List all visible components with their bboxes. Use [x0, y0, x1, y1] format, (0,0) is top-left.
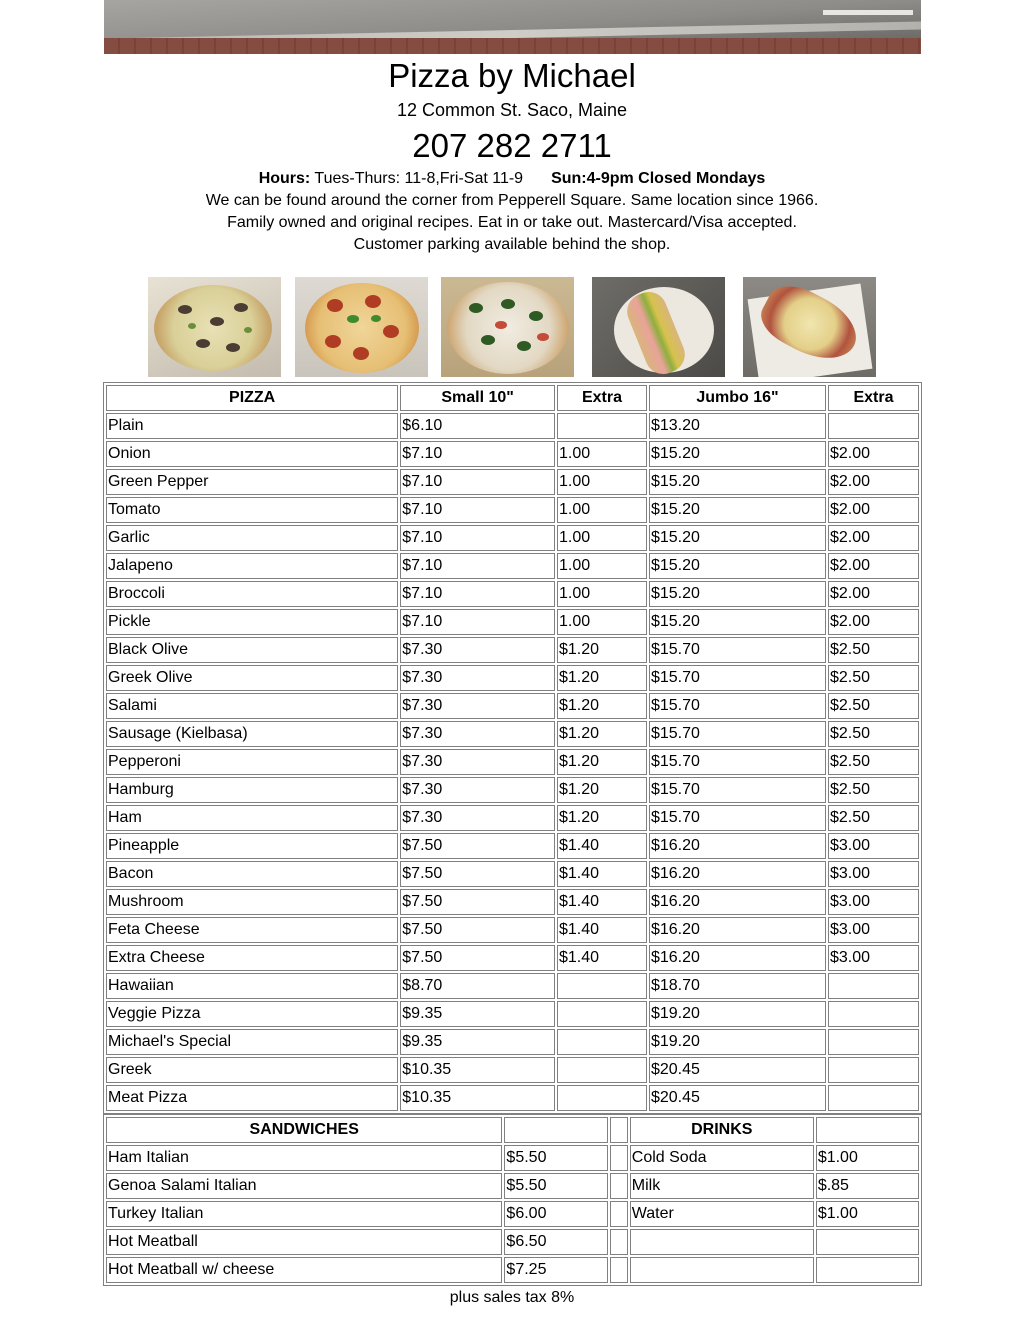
- table-row: [106, 861, 919, 887]
- pizza-name: Plain: [106, 413, 398, 439]
- jumbo-extra-price: $3.00: [828, 833, 919, 859]
- jumbo-price: $19.20: [649, 1029, 826, 1055]
- jumbo-price: $16.20: [649, 833, 826, 859]
- pizza-name: Black Olive: [106, 637, 398, 663]
- pizza-name: Bacon: [106, 861, 398, 887]
- pizza-name: Feta Cheese: [106, 917, 398, 943]
- jumbo-price: $20.45: [649, 1085, 826, 1111]
- road-stripe-image-part: [823, 10, 913, 15]
- jumbo-extra-price: $3.00: [828, 889, 919, 915]
- small-extra-price: $1.40: [557, 833, 647, 859]
- jumbo-extra-price: $2.50: [828, 805, 919, 831]
- small-price: $7.50: [400, 833, 555, 859]
- small-price: $10.35: [400, 1057, 555, 1083]
- pizza-menu-table: [103, 382, 922, 1114]
- pizza-name: Michael's Special: [106, 1029, 398, 1055]
- table-row: [106, 721, 919, 747]
- table-row: [106, 1257, 919, 1283]
- pizza-name: Hamburg: [106, 777, 398, 803]
- jumbo-extra-price: [828, 1085, 919, 1111]
- table-row: [106, 693, 919, 719]
- drink-name: [630, 1229, 814, 1255]
- table-row: [106, 1145, 919, 1171]
- table-row: [106, 749, 919, 775]
- food-photo-strip: [0, 277, 1024, 377]
- jumbo-extra-price: $2.00: [828, 609, 919, 635]
- small-extra-price: $1.40: [557, 945, 647, 971]
- pizza-name: Pineapple: [106, 833, 398, 859]
- small-extra-price: $1.20: [557, 777, 647, 803]
- sandwich-header-row: [106, 1117, 919, 1143]
- pizza-name: Greek: [106, 1057, 398, 1083]
- small-price: $7.10: [400, 581, 555, 607]
- sandwich-drinks-table: [103, 1114, 922, 1286]
- pizza-name: Meat Pizza: [106, 1085, 398, 1111]
- jumbo-extra-price: [828, 1029, 919, 1055]
- phone-number: 207 282 2711: [412, 127, 612, 164]
- table-row: [106, 665, 919, 691]
- jumbo-extra-price: $2.50: [828, 637, 919, 663]
- pizza-name: Onion: [106, 441, 398, 467]
- table-row: [106, 609, 919, 635]
- small-extra-price: $1.20: [557, 805, 647, 831]
- jumbo-price: $15.70: [649, 749, 826, 775]
- jumbo-extra-price: $2.50: [828, 749, 919, 775]
- jumbo-price: $18.70: [649, 973, 826, 999]
- sandwich-name: Genoa Salami Italian: [106, 1173, 502, 1199]
- restaurant-header: [0, 56, 1024, 256]
- drink-name: [630, 1257, 814, 1283]
- drink-price-header: [816, 1117, 919, 1143]
- small-column-header: Small 10": [400, 385, 555, 411]
- hours-label: Hours:: [258, 170, 311, 187]
- small-price: $7.30: [400, 693, 555, 719]
- pizza-name: Greek Olive: [106, 665, 398, 691]
- jumbo-price: $15.20: [649, 469, 826, 495]
- sandwich-price: $5.50: [504, 1145, 607, 1171]
- table-row: [106, 497, 919, 523]
- small-price: $7.10: [400, 609, 555, 635]
- table-row: [106, 1001, 919, 1027]
- table-row: [106, 945, 919, 971]
- pizza-name: Jalapeno: [106, 553, 398, 579]
- jumbo-extra-price: $2.50: [828, 693, 919, 719]
- spacer-cell: [610, 1145, 628, 1171]
- pizza-header-row: [106, 385, 919, 411]
- small-price: $7.30: [400, 749, 555, 775]
- jumbo-extra-price: $3.00: [828, 945, 919, 971]
- small-extra-price: [557, 1085, 647, 1111]
- brick-sidewalk-image-part: [104, 38, 921, 54]
- info-line-location: We can be found around the corner from Pepperell Square. Same location since 1966.: [205, 192, 819, 209]
- jumbo-extra-price: $2.00: [828, 469, 919, 495]
- pizza-column-header: PIZZA: [106, 385, 398, 411]
- jumbo-price: $15.20: [649, 609, 826, 635]
- jumbo-extra-price: $2.50: [828, 777, 919, 803]
- pizza-name: Green Pepper: [106, 469, 398, 495]
- pizza-name: Pickle: [106, 609, 398, 635]
- info-line-family: Family owned and original recipes. Eat in or take out. Mastercard/Visa accepted.: [227, 214, 797, 231]
- drinks-header: DRINKS: [630, 1117, 814, 1143]
- table-row: [106, 1173, 919, 1199]
- sandwich-price: $7.25: [504, 1257, 607, 1283]
- drink-price: [816, 1257, 919, 1283]
- sandwich-name: Hot Meatball w/ cheese: [106, 1257, 502, 1283]
- spacer-cell: [610, 1173, 628, 1199]
- jumbo-price: $16.20: [649, 945, 826, 971]
- small-extra-price: [557, 413, 647, 439]
- small-extra-price: $1.40: [557, 861, 647, 887]
- small-extra-price: 1.00: [557, 469, 647, 495]
- table-row: [106, 1029, 919, 1055]
- jumbo-price: $15.20: [649, 441, 826, 467]
- jumbo-extra-price: $2.50: [828, 665, 919, 691]
- jumbo-extra-price: $2.00: [828, 581, 919, 607]
- small-extra-price: $1.20: [557, 749, 647, 775]
- table-row: [106, 581, 919, 607]
- pizza-pepperoni-photo: [295, 277, 428, 377]
- pizza-spinach-photo: [441, 277, 574, 377]
- jumbo-price: $13.20: [649, 413, 826, 439]
- drink-price: $1.00: [816, 1145, 919, 1171]
- sandwich-name: Hot Meatball: [106, 1229, 502, 1255]
- jumbo-extra-price: $2.00: [828, 553, 919, 579]
- info-line-parking: Customer parking available behind the shop.: [353, 236, 671, 253]
- jumbo-extra-price: $3.00: [828, 917, 919, 943]
- jumbo-extra-price: [828, 1001, 919, 1027]
- jumbo-price: $15.70: [649, 693, 826, 719]
- table-row: [106, 917, 919, 943]
- jumbo-price: $15.20: [649, 581, 826, 607]
- sunday-hours: Sun:4-9pm Closed Mondays: [551, 170, 766, 187]
- small-extra-price: [557, 973, 647, 999]
- jumbo-extra-price: $3.00: [828, 861, 919, 887]
- small-price: $7.10: [400, 525, 555, 551]
- small-price: $7.10: [400, 441, 555, 467]
- small-price: $7.30: [400, 805, 555, 831]
- small-price: $7.50: [400, 945, 555, 971]
- table-row: [106, 1057, 919, 1083]
- table-row: [106, 637, 919, 663]
- sandwiches-header: SANDWICHES: [106, 1117, 502, 1143]
- spacer-cell: [610, 1257, 628, 1283]
- jumbo-extra-price: $2.00: [828, 441, 919, 467]
- sandwich-price: $6.50: [504, 1229, 607, 1255]
- small-extra-price: 1.00: [557, 525, 647, 551]
- small-price: $9.35: [400, 1001, 555, 1027]
- drink-price: [816, 1229, 919, 1255]
- spacer-cell: [610, 1201, 628, 1227]
- small-extra-price: 1.00: [557, 553, 647, 579]
- table-row: [106, 1201, 919, 1227]
- jumbo-price: $15.70: [649, 637, 826, 663]
- jumbo-price: $20.45: [649, 1057, 826, 1083]
- sandwich-price-header: [504, 1117, 607, 1143]
- jumbo-price: $16.20: [649, 861, 826, 887]
- jumbo-price: $16.20: [649, 917, 826, 943]
- drink-name: Cold Soda: [630, 1145, 814, 1171]
- hours-text: Tues-Thurs: 11-8,Fri-Sat 11-9: [314, 170, 524, 187]
- small-extra-price: $1.20: [557, 721, 647, 747]
- jumbo-price: $15.20: [649, 497, 826, 523]
- sandwich-price: $5.50: [504, 1173, 607, 1199]
- street-banner-photo: [104, 0, 921, 54]
- table-row: [106, 469, 919, 495]
- pizza-name: Pepperoni: [106, 749, 398, 775]
- small-extra-price: [557, 1029, 647, 1055]
- sandwich-name: Ham Italian: [106, 1145, 502, 1171]
- small-price: $9.35: [400, 1029, 555, 1055]
- small-extra-price: $1.40: [557, 889, 647, 915]
- small-extra-price: 1.00: [557, 497, 647, 523]
- pizza-name: Sausage (Kielbasa): [106, 721, 398, 747]
- jumbo-column-header: Jumbo 16": [649, 385, 826, 411]
- pizza-name: Veggie Pizza: [106, 1001, 398, 1027]
- small-extra-price: $1.20: [557, 637, 647, 663]
- small-price: $7.50: [400, 861, 555, 887]
- jumbo-extra-price: $2.00: [828, 497, 919, 523]
- sales-tax-note: plus sales tax 8%: [449, 1289, 575, 1306]
- small-price: $7.10: [400, 497, 555, 523]
- small-extra-price: $1.20: [557, 693, 647, 719]
- pizza-name: Salami: [106, 693, 398, 719]
- small-extra-column-header: Extra: [557, 385, 647, 411]
- jumbo-price: $16.20: [649, 889, 826, 915]
- small-price: $7.10: [400, 553, 555, 579]
- small-price: $7.30: [400, 637, 555, 663]
- small-extra-price: $1.40: [557, 917, 647, 943]
- jumbo-extra-price: $2.00: [828, 525, 919, 551]
- pizza-name: Broccoli: [106, 581, 398, 607]
- pizza-mushroom-photo: [148, 277, 281, 377]
- drink-price: $1.00: [816, 1201, 919, 1227]
- sandwich-name: Turkey Italian: [106, 1201, 502, 1227]
- small-extra-price: 1.00: [557, 441, 647, 467]
- jumbo-price: $15.70: [649, 721, 826, 747]
- jumbo-price: $15.70: [649, 777, 826, 803]
- hours-line: [0, 168, 1024, 190]
- table-row: [106, 413, 919, 439]
- jumbo-price: $15.20: [649, 525, 826, 551]
- pizza-name: Mushroom: [106, 889, 398, 915]
- table-row: [106, 525, 919, 551]
- drink-name: Water: [630, 1201, 814, 1227]
- small-price: $8.70: [400, 973, 555, 999]
- jumbo-extra-price: [828, 973, 919, 999]
- jumbo-extra-price: [828, 1057, 919, 1083]
- spacer-header: [610, 1117, 628, 1143]
- small-extra-price: $1.20: [557, 665, 647, 691]
- small-price: $7.30: [400, 721, 555, 747]
- table-row: [106, 1085, 919, 1111]
- address: 12 Common St. Saco, Maine: [396, 100, 628, 120]
- page-title: Pizza by Michael: [388, 57, 636, 94]
- pizza-name: Tomato: [106, 497, 398, 523]
- small-price: $7.50: [400, 917, 555, 943]
- table-row: [106, 973, 919, 999]
- small-price: $7.30: [400, 777, 555, 803]
- pizza-name: Hawaiian: [106, 973, 398, 999]
- jumbo-price: $15.70: [649, 805, 826, 831]
- small-extra-price: 1.00: [557, 581, 647, 607]
- drink-price: $.85: [816, 1173, 919, 1199]
- small-extra-price: [557, 1057, 647, 1083]
- spacer-cell: [610, 1229, 628, 1255]
- table-row: [106, 833, 919, 859]
- drink-name: Milk: [630, 1173, 814, 1199]
- table-row: [106, 1229, 919, 1255]
- jumbo-extra-column-header: Extra: [828, 385, 919, 411]
- small-price: $10.35: [400, 1085, 555, 1111]
- pizza-name: Ham: [106, 805, 398, 831]
- jumbo-extra-price: [828, 413, 919, 439]
- table-row: [106, 805, 919, 831]
- italian-sandwich-photo: [592, 277, 725, 377]
- jumbo-price: $15.70: [649, 665, 826, 691]
- table-row: [106, 553, 919, 579]
- small-extra-price: 1.00: [557, 609, 647, 635]
- pizza-name: Garlic: [106, 525, 398, 551]
- table-row: [106, 889, 919, 915]
- table-row: [106, 777, 919, 803]
- small-price: $7.10: [400, 469, 555, 495]
- meatball-sandwich-photo: [743, 277, 876, 377]
- table-row: [106, 441, 919, 467]
- small-price: $7.50: [400, 889, 555, 915]
- jumbo-price: $19.20: [649, 1001, 826, 1027]
- small-price: $6.10: [400, 413, 555, 439]
- small-price: $7.30: [400, 665, 555, 691]
- sandwich-price: $6.00: [504, 1201, 607, 1227]
- jumbo-extra-price: $2.50: [828, 721, 919, 747]
- pizza-name: Extra Cheese: [106, 945, 398, 971]
- small-extra-price: [557, 1001, 647, 1027]
- jumbo-price: $15.20: [649, 553, 826, 579]
